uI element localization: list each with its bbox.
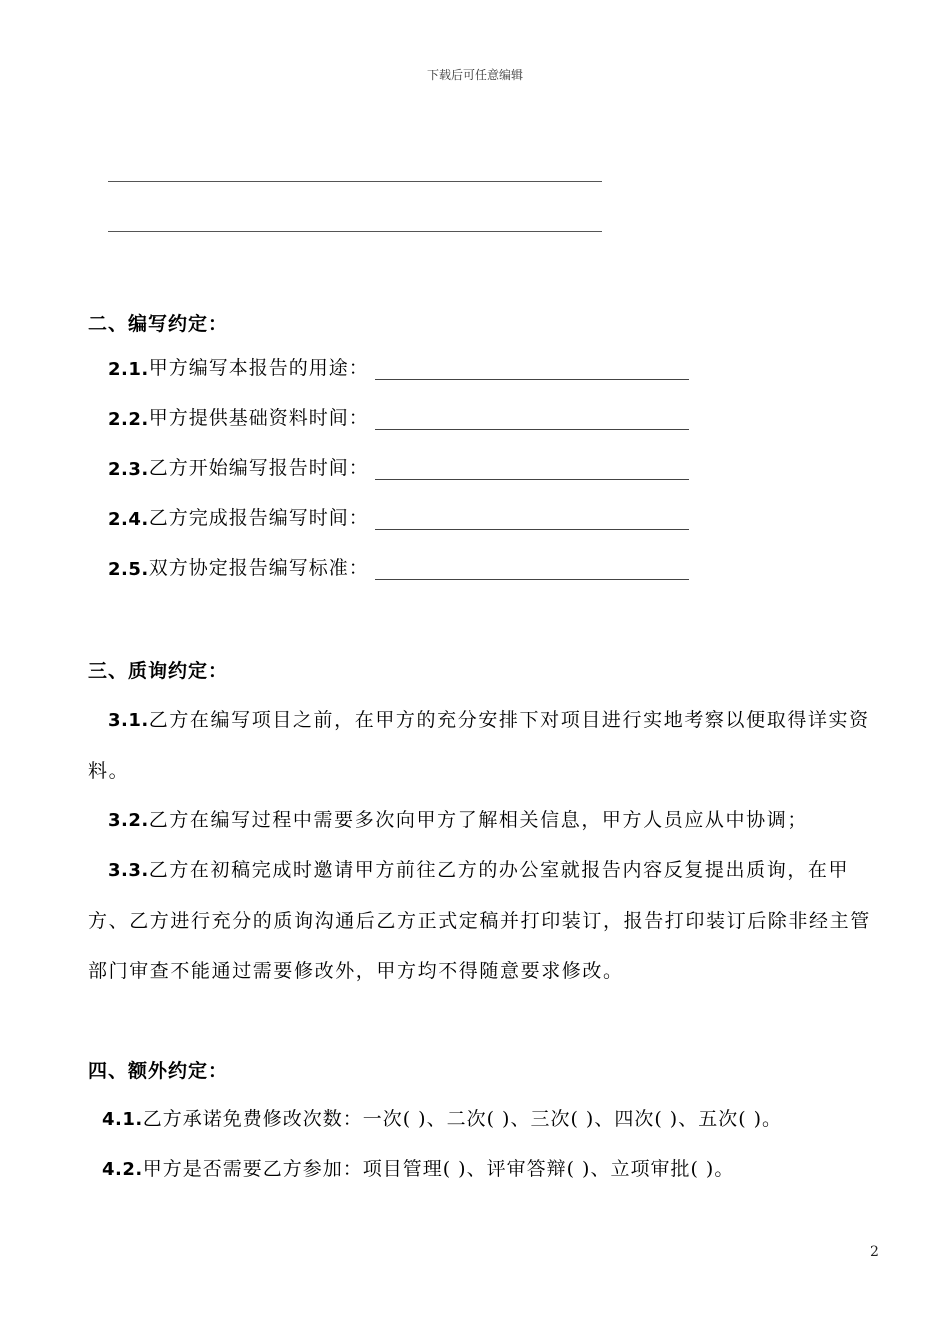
section-heading: 三、质询约定： xyxy=(88,660,229,682)
fill-in-blank[interactable] xyxy=(375,457,689,480)
paragraph xyxy=(88,845,884,996)
fill-in-blank[interactable] xyxy=(375,557,689,580)
item-number: 4.1. xyxy=(102,1109,143,1130)
page-header: 下载后可任意编辑 xyxy=(426,68,523,82)
page-number: 2 xyxy=(870,1244,879,1260)
blank-line xyxy=(108,181,602,182)
item-number: 2.1. xyxy=(108,359,149,380)
paragraph-text: 乙方在编写过程中需要多次向甲方了解相关信息，甲方人员应从中协调； xyxy=(148,809,808,831)
option-row xyxy=(102,1154,734,1181)
item-number: 2.2. xyxy=(108,409,149,430)
field-label: 甲方提供基础资料时间： xyxy=(148,407,369,429)
field-row xyxy=(108,452,689,480)
item-number: 3.3. xyxy=(108,860,149,881)
field-label: 甲方编写本报告的用途： xyxy=(148,357,369,379)
fill-in-blank[interactable] xyxy=(375,357,689,380)
field-label: 乙方完成报告编写时间： xyxy=(148,507,369,529)
blank-line xyxy=(108,231,602,232)
paragraph xyxy=(88,795,884,846)
field-row xyxy=(108,502,689,530)
fill-in-blank[interactable] xyxy=(375,407,689,430)
item-number: 2.3. xyxy=(108,459,149,480)
item-number: 4.2. xyxy=(102,1159,143,1180)
item-number: 3.2. xyxy=(108,810,149,831)
field-label: 双方协定报告编写标准： xyxy=(148,557,369,579)
item-number: 2.5. xyxy=(108,559,149,580)
fill-in-blank[interactable] xyxy=(375,507,689,530)
item-number: 3.1. xyxy=(108,710,149,731)
paragraph xyxy=(88,695,884,796)
option-text: 乙方承诺免费修改次数：一次( )、二次( )、三次( )、四次( )、五次( )。 xyxy=(142,1108,783,1130)
section-heading: 二、编写约定： xyxy=(88,313,229,335)
field-row xyxy=(108,402,689,430)
option-text: 甲方是否需要乙方参加：项目管理( )、评审答辩( )、立项审批( )。 xyxy=(142,1158,735,1180)
field-label: 乙方开始编写报告时间： xyxy=(148,457,369,479)
field-row xyxy=(108,552,689,580)
paragraph-text: 乙方在初稿完成时邀请甲方前往乙方的办公室就报告内容反复提出质询，在甲方、乙方进行充分的质询沟通后乙方正式定稿并打印装订，报告打印装订后除非经主管部门审查不能通过需要修改外，甲方均不得随意要求修改。 xyxy=(88,859,871,982)
field-row xyxy=(108,352,689,380)
option-row xyxy=(102,1104,782,1131)
item-number: 2.4. xyxy=(108,509,149,530)
paragraph-text: 乙方在编写项目之前，在甲方的充分安排下对项目进行实地考察以便取得详实资料。 xyxy=(88,709,870,782)
section-heading: 四、额外约定： xyxy=(88,1060,229,1082)
